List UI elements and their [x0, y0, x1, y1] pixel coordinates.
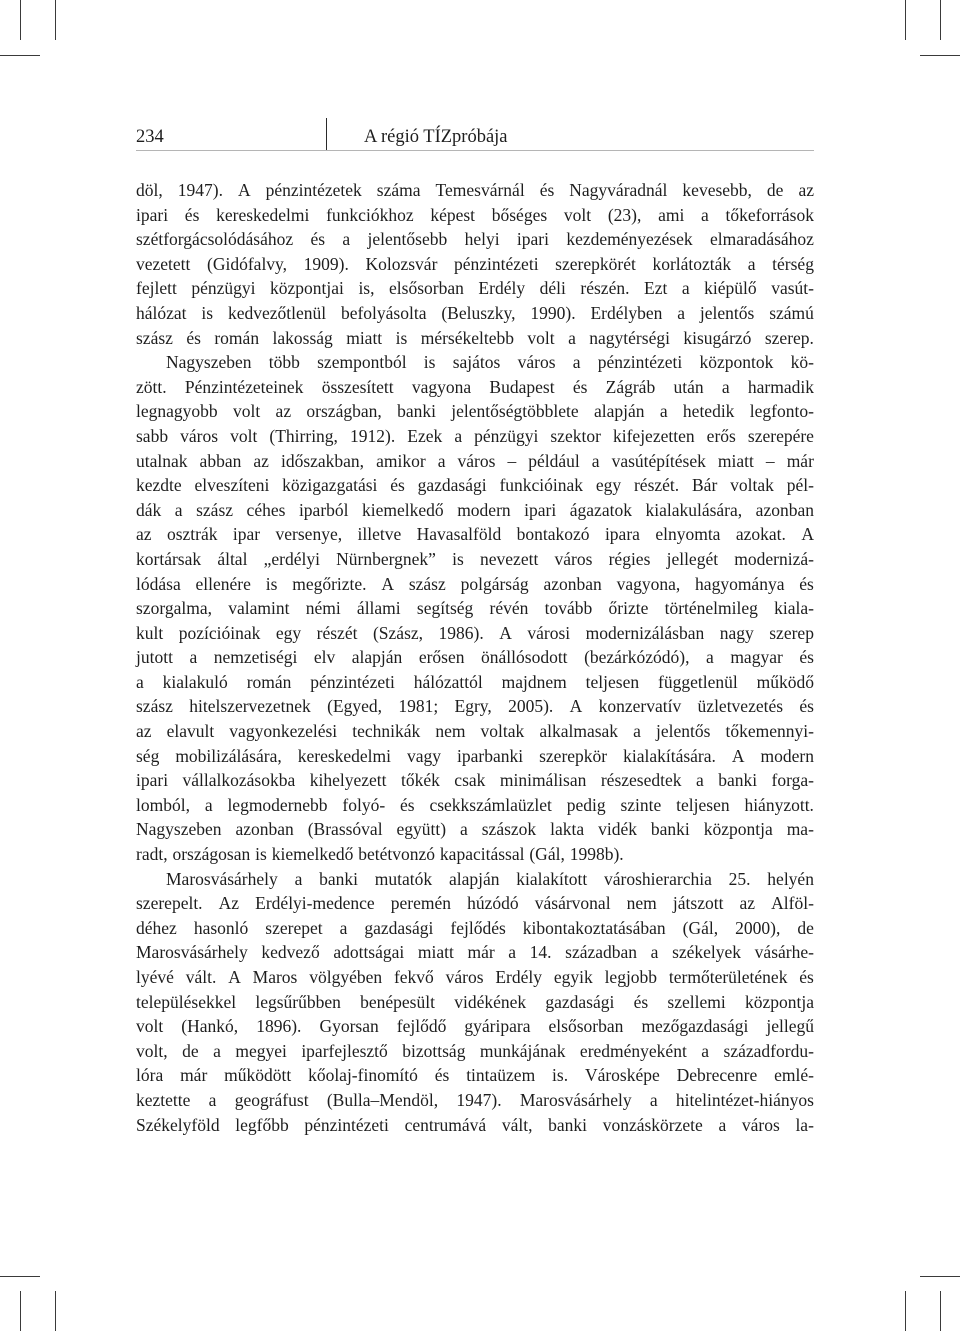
page-number: 234 [136, 127, 164, 147]
text-line: lódása ellenére is megőrizte. A szász polgárság azonban vagyona, hagyománya és [136, 573, 814, 594]
text-line: szorgalma, valamint némi állami segítség révén tovább őrizte történelmileg kiala- [136, 598, 814, 619]
crop-mark [0, 1276, 40, 1277]
text-line: lóra már működött kőolaj-finomító és tintaüzem is. Városképe Debrecenre emlé- [136, 1065, 814, 1086]
crop-mark [920, 55, 960, 56]
text-line: szász hitelszervezetnek (Egyed, 1981; Egry, 2005). A konzervatív üzletvezetés és [136, 696, 814, 717]
text-line: Nagyszeben azonban (Brassóval együtt) a szászok lakta vidék banki központja ma- [136, 819, 814, 840]
text-line: a kialakuló román pénzintézeti hálózattól majdnem teljesen függetlenül működő [136, 671, 814, 692]
text-line: döl, 1947). A pénzintézetek száma Temesvárnál és Nagyváradnál kevesebb, de az [136, 180, 814, 200]
text-line: radt, országosan is kiemelkedő betétvonzó kapacitással (Gál, 1998b). [136, 844, 624, 865]
text-line: lyévé vált. A Maros völgyében fekvő város Erdély egyik legjobb termőterületének és [136, 967, 814, 987]
body-text [136, 178, 814, 1137]
crop-mark [920, 1276, 960, 1277]
running-title: A régió TÍZpróbája [364, 127, 508, 147]
crop-mark [55, 1291, 56, 1331]
text-line: településekkel legsűrűbben benépesült vidékének gazdasági és szellemi központja [136, 991, 814, 1012]
text-line: jutott a nemzetiségi elv alapján erősen önállósodott (bezárkózódó), a magyar és [136, 647, 814, 668]
text-line: az elavult vagyonkezelési technikák nem voltak alkalmasak a jelentős tőkemennyi- [136, 721, 814, 742]
text-line: szerepelt. Az Erdélyi-medence peremén húzódó vásárvonal nem játszott az Alföl- [136, 893, 814, 914]
crop-mark [0, 55, 40, 56]
text-line: keztette a geográfust (Bulla–Mendöl, 1947). Marosvásárhely a hitelintézet-hiányos [136, 1089, 814, 1110]
text-line: Székelyföld legfőbb pénzintézeti centrumává vált, banki vonzáskörzete a város la- [136, 1114, 814, 1135]
crop-mark [20, 0, 21, 40]
text-line: kortársak által „erdélyi Nürnbergnek” is nevezett város régies jellegét modernizá- [136, 548, 814, 569]
text-line: zött. Pénzintézeteinek összesített vagyona Budapest és Zágráb után a harmadik [136, 376, 814, 397]
text-line: utalnak abban az időszakban, amikor a város – például a vasútépítések miatt – már [136, 450, 814, 471]
text-line: Nagyszeben több szempontból is sajátos város a pénzintézeti központok kö- [166, 352, 814, 373]
text-line: kezdte elveszíteni közigazgatási és gazdasági funkcióinak egy részét. Bár voltak pél- [136, 475, 814, 496]
text-line: lomból, a legmodernebb folyó- és csekkszámlaüzlet pedig szinte teljesen hiányzott. [136, 794, 814, 815]
text-line: fejlett pénzügyi központjai is, elsősorban Erdély déli részén. Ezt a kiépülő vasút- [136, 278, 814, 299]
text-line: Marosvásárhely a banki mutatók alapján kialakított városhierarchia 25. helyén [166, 868, 814, 889]
crop-mark [55, 0, 56, 40]
text-line: volt, de a megyei iparfejlesztő bizottság munkájának eredményeként a századfordu- [136, 1040, 814, 1061]
page-header [136, 118, 814, 150]
text-line: ipari vállalkozásokba kihelyezett tőkék csak minimálisan részesedtek a banki forga- [136, 770, 814, 791]
text-line: ipari és kereskedelmi funkciókhoz képest bőséges volt (23), ami a tőkeforrások [136, 204, 814, 225]
text-line: hálózat is kedvezőtlenül befolyásolta (Beluszky, 1990). Erdélyben a jelentős számú [136, 302, 814, 323]
crop-mark [20, 1291, 21, 1331]
text-line: sabb város volt (Thirring, 1912). Ezek a pénzügyi szektor kifejezetten erős szerepére [136, 425, 814, 446]
header-rule [136, 150, 814, 151]
text-line: vezetett (Gidófalvy, 1909). Kolozsvár pénzintézeti szerepkörét korlátozták a térség [136, 253, 814, 274]
text-line: ség mobilizálására, kereskedelmi vagy iparbanki szerepkör kialakítására. A modern [136, 745, 814, 766]
text-line: legnagyobb volt az országban, banki jelentőségtöbblete alapján a hetedik legfonto- [136, 401, 814, 422]
crop-mark [940, 1291, 941, 1331]
text-line: szétforgácsolódásához és a jelentősebb helyi ipari kezdeményezések elmaradásához [136, 229, 814, 250]
crop-mark [905, 1291, 906, 1331]
text-line: Marosvásárhely kedvező adottságai miatt már a 14. században a székelyek vásárhe- [136, 942, 814, 963]
text-line: szász és román lakosság miatt is mérsékeltebb volt a nagytérségi kisugárzó szerep. [136, 327, 814, 348]
text-line: kult pozícióinak egy részét (Szász, 1986). A városi modernizálásban nagy szerep [136, 622, 814, 643]
text-line: dák a szász céhes iparból kiemelkedő modern ipari ágazatok kialakulására, azonban [136, 499, 814, 520]
crop-mark [940, 0, 941, 40]
header-separator [326, 118, 327, 150]
text-line: déhez hasonló szerepet a gazdasági fejlődés kibontakoztatásában (Gál, 2000), de [136, 917, 814, 938]
crop-mark [905, 0, 906, 40]
text-line: az osztrák ipar versenye, illetve Havasalföld bontakozó ipara elnyomta azokat. A [136, 524, 814, 545]
text-line: volt (Hankó, 1896). Gyorsan fejlődő gyáripara elsősorban mezőgazdasági jellegű [136, 1016, 814, 1037]
